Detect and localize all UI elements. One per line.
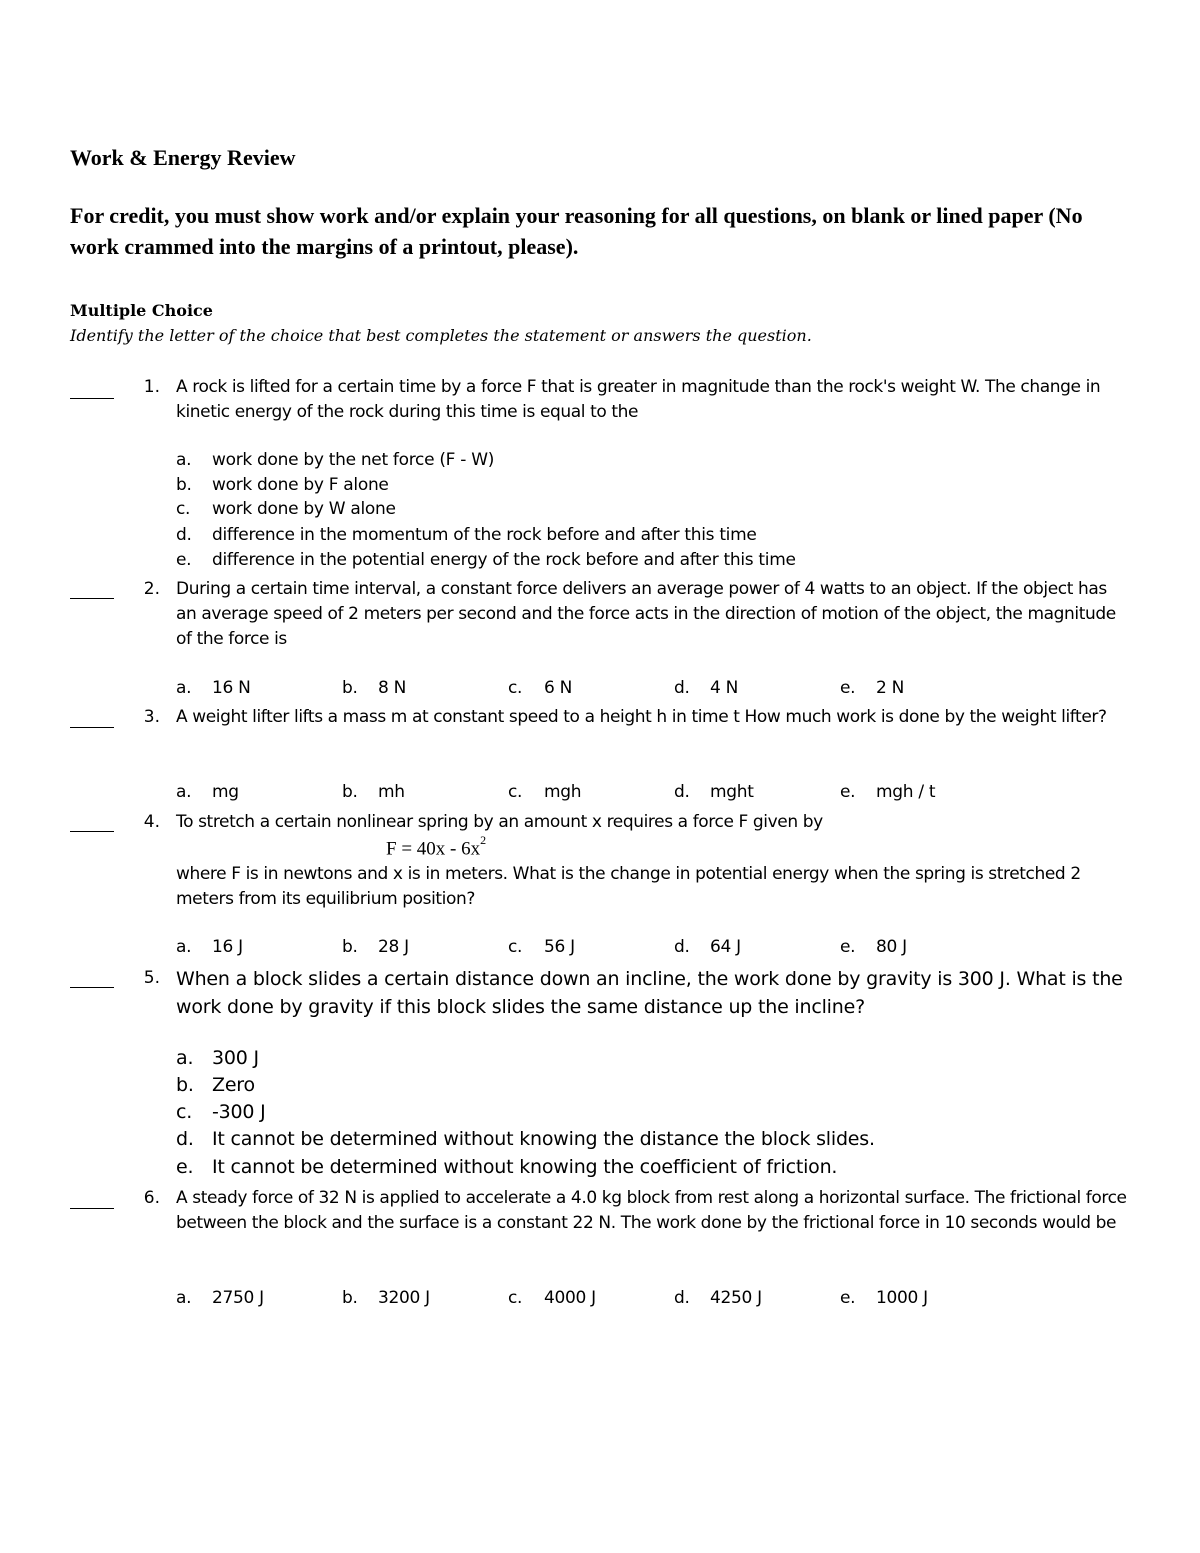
option-text: 56 J (544, 937, 575, 957)
option-letter: e. (840, 678, 856, 698)
option-letter: b. (342, 678, 358, 698)
option-4d[interactable] (674, 937, 741, 957)
option-letter: d. (176, 525, 192, 545)
option-letter: e. (840, 782, 856, 802)
instructions-text: For credit, you must show work and/or explain your reasoning for all questions, on blank or lined paper (No work crammed into the margins of a printout, please). (70, 203, 1083, 259)
option-5a[interactable] (176, 1047, 259, 1069)
question-number-2: 2. (143, 579, 160, 599)
answer-blank-4[interactable] (70, 831, 114, 832)
question-text-1: A rock is lifted for a certain time by a force F that is greater in magnitude than the rock's weight W. The change in kinetic energy of the rock during this time is equal to the (176, 377, 1101, 422)
question-number-1: 1. (143, 377, 160, 397)
option-text: It cannot be determined without knowing the distance the block slides. (212, 1128, 875, 1150)
option-1d[interactable] (176, 525, 757, 545)
answer-blank-6[interactable] (70, 1208, 114, 1209)
option-text: 4250 J (710, 1288, 762, 1308)
option-2a[interactable] (176, 678, 251, 698)
option-letter: b. (342, 1288, 358, 1308)
option-2e[interactable] (840, 678, 904, 698)
option-text: 16 J (212, 937, 243, 957)
option-letter: e. (176, 1156, 194, 1178)
option-letter: e. (840, 937, 856, 957)
option-letter: c. (508, 1288, 523, 1308)
option-text: 64 J (710, 937, 741, 957)
option-text: 4 N (710, 678, 739, 698)
option-3b[interactable] (342, 782, 405, 802)
option-letter: e. (176, 550, 192, 570)
option-letter: a. (176, 1288, 192, 1308)
option-letter: b. (176, 1074, 194, 1096)
option-3d[interactable] (674, 782, 754, 802)
option-text: 28 J (378, 937, 409, 957)
answer-blank-1[interactable] (70, 398, 114, 399)
formula-exponent: 2 (480, 833, 487, 847)
page-title: Work & Energy Review (70, 145, 296, 170)
option-letter: a. (176, 937, 192, 957)
option-text: work done by the net force (F - W) (212, 450, 495, 470)
option-text: 2 N (876, 678, 905, 698)
option-text: mh (378, 782, 405, 802)
option-6a[interactable] (176, 1288, 264, 1308)
option-letter: c. (508, 937, 523, 957)
option-letter: d. (674, 1288, 690, 1308)
option-4a[interactable] (176, 937, 243, 957)
answer-blank-3[interactable] (70, 727, 114, 728)
option-text: -300 J (212, 1101, 266, 1123)
option-5e[interactable] (176, 1156, 837, 1178)
question-number-5: 5. (143, 968, 160, 988)
formula-text: F = 40x - 6x (386, 838, 481, 860)
option-letter: a. (176, 782, 192, 802)
question-text-6: A steady force of 32 N is applied to accelerate a 4.0 kg block from rest along a horizontal surface. The frictional force between the block and the surface is a constant 22 N. The work done by the frictional force in 10 seconds would be (176, 1188, 1127, 1233)
option-3c[interactable] (508, 782, 581, 802)
option-letter: c. (508, 678, 523, 698)
option-1a[interactable] (176, 450, 494, 470)
option-4e[interactable] (840, 937, 907, 957)
option-text: 2750 J (212, 1288, 264, 1308)
option-text: 3200 J (378, 1288, 430, 1308)
answer-blank-2[interactable] (70, 598, 114, 599)
option-3e[interactable] (840, 782, 935, 802)
option-2d[interactable] (674, 678, 738, 698)
option-4c[interactable] (508, 937, 575, 957)
option-letter: b. (176, 475, 192, 495)
option-6d[interactable] (674, 1288, 762, 1308)
question-number-3: 3. (143, 707, 160, 727)
answer-blank-5[interactable] (70, 987, 114, 988)
option-2b[interactable] (342, 678, 406, 698)
option-letter: c. (176, 1101, 193, 1123)
option-text: 6 N (544, 678, 573, 698)
option-text: 80 J (876, 937, 907, 957)
option-text: mg (212, 782, 239, 802)
question-text-5: When a block slides a certain distance down an incline, the work done by gravity is 300 J. What is the work done by gravity if this block slides the same distance up the incline? (176, 968, 1123, 1018)
option-text: It cannot be determined without knowing the coefficient of friction. (212, 1156, 838, 1178)
option-6b[interactable] (342, 1288, 430, 1308)
option-text: work done by F alone (212, 475, 389, 495)
option-letter: e. (840, 1288, 856, 1308)
option-letter: b. (342, 782, 358, 802)
option-6c[interactable] (508, 1288, 596, 1308)
option-text: work done by W alone (212, 499, 396, 519)
option-5d[interactable] (176, 1128, 875, 1150)
option-3a[interactable] (176, 782, 239, 802)
option-letter: a. (176, 450, 192, 470)
option-1c[interactable] (176, 499, 396, 519)
option-4b[interactable] (342, 937, 409, 957)
section-title: Multiple Choice (70, 301, 213, 320)
option-text: 300 J (212, 1047, 259, 1069)
option-text: mgh / t (876, 782, 936, 802)
question-text-3: A weight lifter lifts a mass m at constant speed to a height h in time t How much work is done by the weight lifter? (176, 707, 1107, 727)
option-text: 16 N (212, 678, 251, 698)
option-2c[interactable] (508, 678, 572, 698)
option-text: 1000 J (876, 1288, 928, 1308)
option-letter: b. (342, 937, 358, 957)
question-text-4: To stretch a certain nonlinear spring by an amount x requires a force F given by (176, 812, 823, 832)
option-letter: a. (176, 1047, 194, 1069)
option-letter: c. (508, 782, 523, 802)
option-letter: d. (176, 1128, 194, 1150)
option-letter: d. (674, 678, 690, 698)
option-5c[interactable] (176, 1101, 266, 1123)
option-text: difference in the potential energy of the rock before and after this time (212, 550, 796, 570)
option-letter: c. (176, 499, 191, 519)
question-text-2: During a certain time interval, a constant force delivers an average power of 4 watts to an object. If the object has an average speed of 2 meters per second and the force acts in the direction of motion of the object, the magnitude of the force is (176, 579, 1116, 649)
question-text-4-continued: where F is in newtons and x is in meters. What is the change in potential energy when the spring is stretched 2 meters from its equilibrium position? (176, 864, 1081, 909)
option-1e[interactable] (176, 550, 796, 570)
option-text: difference in the momentum of the rock before and after this time (212, 525, 757, 545)
option-6e[interactable] (840, 1288, 928, 1308)
spring-force-formula (386, 833, 487, 860)
option-letter: a. (176, 678, 192, 698)
option-letter: d. (674, 782, 690, 802)
option-text: 4000 J (544, 1288, 596, 1308)
option-letter: d. (674, 937, 690, 957)
section-directions: Identify the letter of the choice that best completes the statement or answers the question. (70, 326, 812, 345)
option-text: mgh (544, 782, 582, 802)
question-number-4: 4. (143, 812, 160, 832)
question-number-6: 6. (143, 1188, 160, 1208)
option-5b[interactable] (176, 1074, 255, 1096)
option-1b[interactable] (176, 475, 389, 495)
option-text: Zero (212, 1074, 255, 1096)
option-text: mght (710, 782, 754, 802)
option-text: 8 N (378, 678, 407, 698)
